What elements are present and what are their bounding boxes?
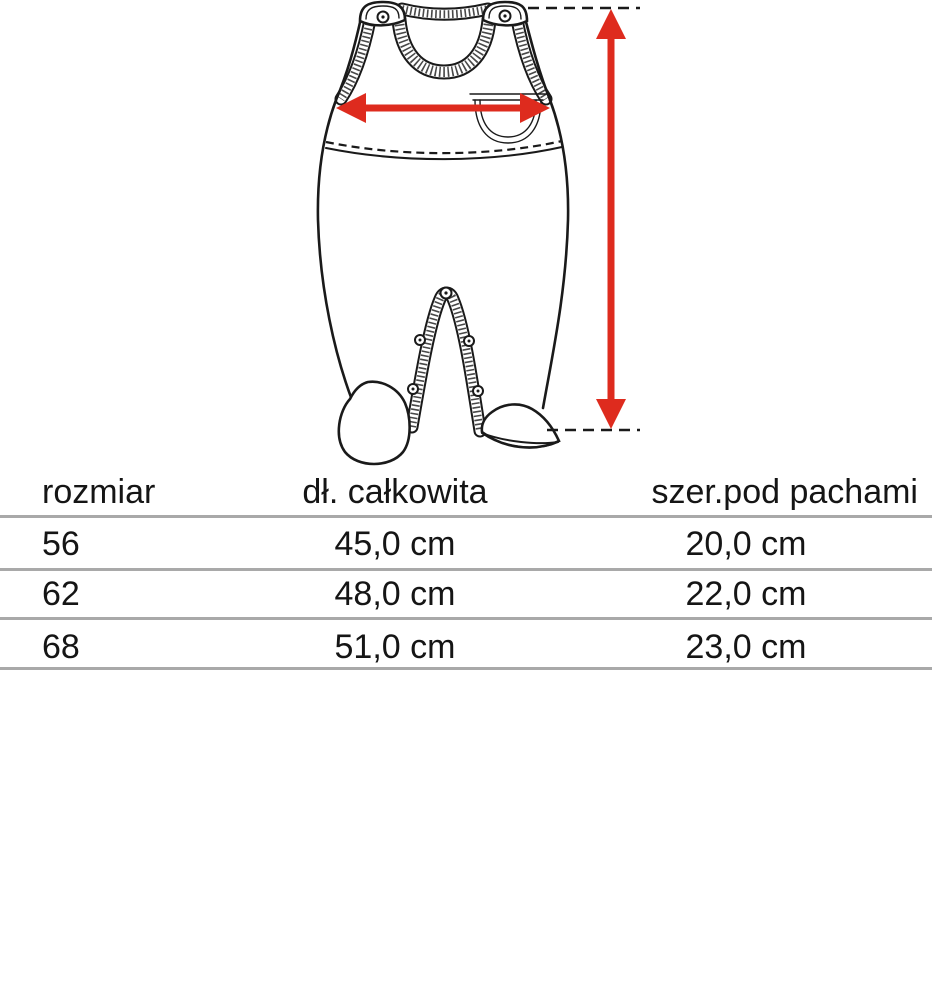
romper-measurement-diagram [0, 0, 932, 470]
size-table [0, 470, 932, 670]
cell-width: 20,0 cm [685, 525, 807, 563]
cell-length: 51,0 cm [334, 628, 456, 666]
baby-romper-line-drawing [0, 0, 932, 470]
cell-size: 68 [42, 628, 80, 666]
column-header-width: szer.pod pachami [651, 473, 918, 511]
neckline-trim [399, 9, 489, 72]
double-arrow-horizontal-icon [336, 93, 550, 123]
cell-size: 62 [42, 574, 80, 613]
double-arrow-vertical-icon [596, 9, 626, 429]
armhole-trims [341, 20, 546, 99]
right-shoulder-cap [483, 2, 527, 25]
cell-length: 45,0 cm [334, 525, 456, 563]
table-row [0, 518, 932, 571]
cell-width: 23,0 cm [685, 628, 807, 666]
left-shoulder-cap [360, 2, 405, 25]
blank-area [0, 670, 932, 980]
cell-width: 22,0 cm [685, 574, 807, 613]
column-header-size: rozmiar [42, 473, 156, 511]
cell-size: 56 [42, 525, 80, 563]
column-header-length: dł. całkowita [302, 473, 488, 511]
size-table-header-row [0, 470, 932, 518]
right-foot [482, 404, 559, 447]
table-row [0, 571, 932, 620]
table-row [0, 620, 932, 670]
cell-length: 48,0 cm [334, 574, 456, 613]
waist-seam [326, 141, 562, 159]
crotch-snap-placket [412, 293, 480, 431]
